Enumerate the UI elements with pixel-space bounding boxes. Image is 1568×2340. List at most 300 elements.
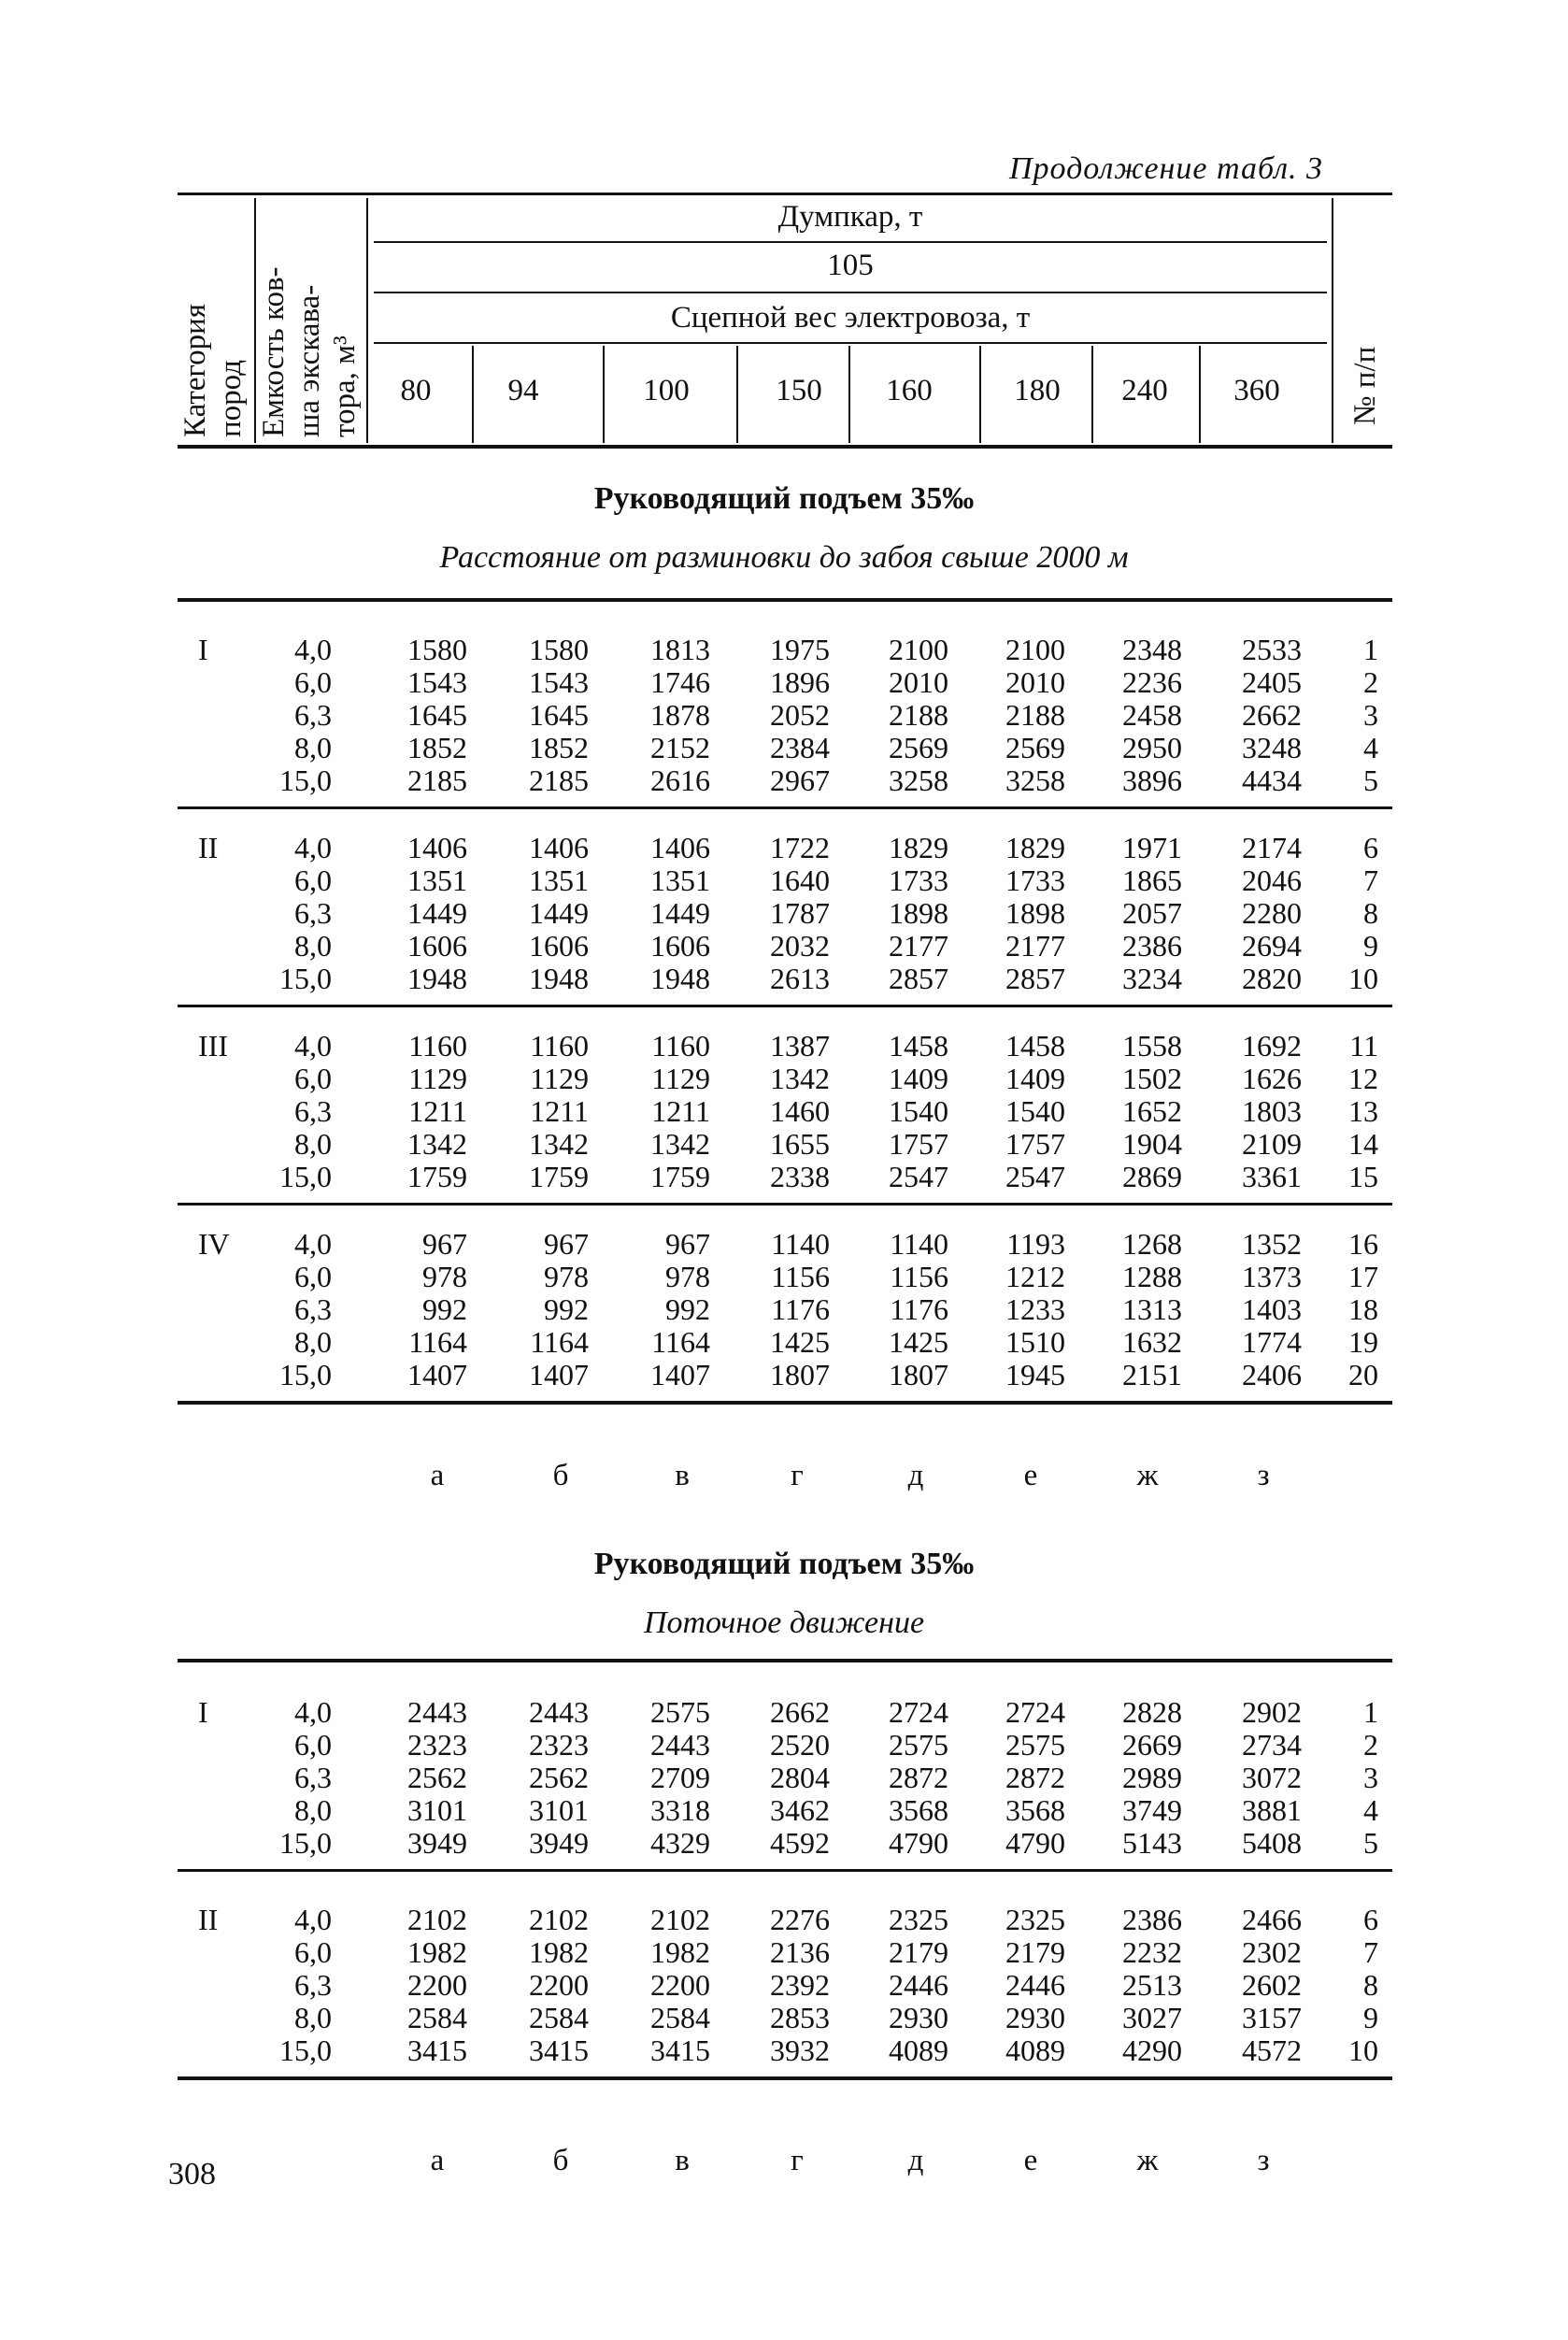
- category-label: II: [198, 1903, 219, 1936]
- table-cell: 1759: [407, 1160, 467, 1193]
- loco-weight-rule: [374, 342, 1327, 344]
- loco-weight-header: Сцепной вес электровоза, т: [670, 301, 1031, 335]
- table-cell: 3881: [1242, 1793, 1302, 1827]
- table-cell: 2989: [1122, 1761, 1182, 1794]
- table-cell: 2569: [1005, 731, 1065, 764]
- col-divider: [603, 346, 605, 443]
- table-cell: 1449: [407, 896, 467, 930]
- column-letter: а: [430, 1459, 445, 1492]
- table-cell: 2348: [1122, 633, 1182, 666]
- col-divider: [736, 346, 738, 443]
- table-cell: 1211: [651, 1094, 710, 1128]
- table-cell: 1645: [529, 698, 589, 732]
- table-cell: 1407: [529, 1358, 589, 1391]
- column-letter: ж: [1136, 1459, 1159, 1492]
- table-cell: 3234: [1122, 962, 1182, 995]
- table-cell: 2010: [1005, 665, 1065, 699]
- table-cell: 1606: [650, 929, 710, 963]
- table-cell: 1313: [1122, 1292, 1182, 1326]
- table-cell: 1193: [1006, 1227, 1065, 1261]
- table-cell: 3101: [407, 1793, 467, 1827]
- table-cell: 1403: [1242, 1292, 1302, 1326]
- category-label: I: [198, 633, 208, 666]
- row-number: 9: [1363, 929, 1378, 963]
- row-number: 15: [1348, 1160, 1378, 1193]
- table-cell: 1852: [407, 731, 467, 764]
- row-number: 18: [1348, 1292, 1378, 1326]
- group-rule: [178, 1005, 1392, 1007]
- table-cell: 1632: [1122, 1325, 1182, 1359]
- table-cell: 1898: [1005, 896, 1065, 930]
- table-cell: 1212: [1005, 1260, 1065, 1293]
- table-cell: 1652: [1122, 1094, 1182, 1128]
- table-cell: 3101: [529, 1793, 589, 1827]
- column-letter: б: [552, 2144, 569, 2177]
- table-cell: 1757: [889, 1127, 948, 1161]
- row-number: 16: [1348, 1227, 1378, 1261]
- row-number: 2: [1363, 1728, 1378, 1762]
- table-cell: 2547: [1005, 1160, 1065, 1193]
- table-cell: 2616: [650, 763, 710, 797]
- col-head-150: 150: [776, 374, 822, 407]
- table-cell: 1787: [770, 896, 830, 930]
- table-cell: 1982: [529, 1935, 589, 1969]
- table-cell: 1211: [530, 1094, 589, 1128]
- table-cell: 4089: [889, 2033, 948, 2067]
- bucket-capacity: 8,0: [294, 1793, 332, 1827]
- col-head-100: 100: [643, 374, 690, 407]
- bucket-capacity: 8,0: [294, 2001, 332, 2034]
- table-cell: 2323: [407, 1728, 467, 1762]
- table-cell: 2734: [1242, 1728, 1302, 1762]
- table-cell: 3568: [1005, 1793, 1065, 1827]
- col-divider: [1199, 346, 1201, 443]
- column-letter: з: [1257, 1459, 1270, 1492]
- table-cell: 1898: [889, 896, 948, 930]
- bucket-capacity: 15,0: [279, 763, 332, 797]
- table-cell: 1342: [529, 1127, 589, 1161]
- table-cell: 1342: [650, 1127, 710, 1161]
- table-cell: 1746: [650, 665, 710, 699]
- table-cell: 2046: [1242, 863, 1302, 897]
- table-cell: 4592: [770, 1826, 830, 1860]
- table-cell: 1502: [1122, 1062, 1182, 1095]
- section2-subtitle: Поточное движение: [643, 1605, 925, 1640]
- bucket-capacity: 6,0: [294, 1728, 332, 1762]
- bucket-capacity: 6,3: [294, 896, 332, 930]
- table-cell: 1982: [650, 1935, 710, 1969]
- column-letter: е: [1023, 1459, 1038, 1492]
- table-cell: 4790: [889, 1826, 948, 1860]
- table-cell: 1774: [1242, 1325, 1302, 1359]
- table-cell: 1540: [889, 1094, 948, 1128]
- bucket-capacity: 6,0: [294, 665, 332, 699]
- table-cell: 1140: [771, 1227, 830, 1261]
- table-cell: 2174: [1242, 831, 1302, 864]
- column-letter: д: [907, 1459, 924, 1492]
- table-cell: 1342: [770, 1062, 830, 1095]
- table-cell: 1268: [1122, 1227, 1182, 1261]
- table-cell: 1645: [407, 698, 467, 732]
- table-cell: 2613: [770, 962, 830, 995]
- header-top-rule: [178, 193, 1392, 195]
- table-cell: 2280: [1242, 896, 1302, 930]
- bucket-capacity: 15,0: [279, 962, 332, 995]
- table-cell: 1878: [650, 698, 710, 732]
- table-cell: 4329: [650, 1826, 710, 1860]
- table-cell: 1982: [407, 1935, 467, 1969]
- table-cell: 2200: [407, 1968, 467, 2002]
- group-rule: [178, 1869, 1392, 1872]
- bucket-capacity: 15,0: [279, 1826, 332, 1860]
- header-divider-3: [1332, 198, 1333, 443]
- group-rule: [178, 2076, 1392, 2080]
- table-cell: 2446: [1005, 1968, 1065, 2002]
- table-cell: 1129: [530, 1062, 589, 1095]
- table-cell: 1759: [529, 1160, 589, 1193]
- table-cell: 2828: [1122, 1695, 1182, 1729]
- row-number: 19: [1348, 1325, 1378, 1359]
- table-cell: 2584: [529, 2001, 589, 2034]
- table-cell: 2302: [1242, 1935, 1302, 1969]
- table-cell: 2724: [1005, 1695, 1065, 1729]
- table-cell: 2100: [1005, 633, 1065, 666]
- section1-subtitle: Расстояние от разминовки до забоя свыше 2000 м: [439, 540, 1129, 575]
- table-cell: 1640: [770, 863, 830, 897]
- table-cell: 2547: [889, 1160, 948, 1193]
- table-cell: 3415: [407, 2033, 467, 2067]
- table-cell: 2930: [1005, 2001, 1065, 2034]
- bucket-capacity: 6,3: [294, 698, 332, 732]
- table-cell: 978: [665, 1260, 710, 1293]
- bucket-capacity: 8,0: [294, 1127, 332, 1161]
- table-cell: 2853: [770, 2001, 830, 2034]
- table-cell: 2562: [529, 1761, 589, 1794]
- table-cell: 3157: [1242, 2001, 1302, 2034]
- column-letter: в: [675, 1459, 690, 1492]
- table-cell: 1176: [890, 1292, 948, 1326]
- column-letter: а: [430, 2144, 445, 2177]
- table-cell: 2694: [1242, 929, 1302, 963]
- table-cell: 2458: [1122, 698, 1182, 732]
- table-cell: 2232: [1122, 1935, 1182, 1969]
- table-cell: 2392: [770, 1968, 830, 2002]
- table-cell: 2446: [889, 1968, 948, 2002]
- continuation-title: Продолжение табл. 3: [1009, 151, 1324, 186]
- table-cell: 1626: [1242, 1062, 1302, 1095]
- row-number: 11: [1349, 1029, 1378, 1063]
- table-cell: 2602: [1242, 1968, 1302, 2002]
- table-cell: 3415: [529, 2033, 589, 2067]
- row-number: 10: [1348, 2033, 1378, 2067]
- row-number: 7: [1363, 863, 1378, 897]
- dumpcar-header: Думпкар, т: [777, 200, 923, 234]
- table-cell: 1733: [889, 863, 948, 897]
- table-cell: 2930: [889, 2001, 948, 2034]
- table-cell: 1606: [529, 929, 589, 963]
- bucket-capacity: 4,0: [294, 1903, 332, 1936]
- table-cell: 2052: [770, 698, 830, 732]
- bucket-capacity: 8,0: [294, 1325, 332, 1359]
- table-cell: 1351: [407, 863, 467, 897]
- dumpcar-value: 105: [827, 249, 874, 282]
- bucket-capacity: 6,0: [294, 1260, 332, 1293]
- table-cell: 1160: [651, 1029, 710, 1063]
- table-cell: 3258: [889, 763, 948, 797]
- row-number: 4: [1363, 731, 1378, 764]
- table-cell: 1803: [1242, 1094, 1302, 1128]
- table-cell: 2584: [407, 2001, 467, 2034]
- table-cell: 3361: [1242, 1160, 1302, 1193]
- table-cell: 1407: [407, 1358, 467, 1391]
- table-cell: 1757: [1005, 1127, 1065, 1161]
- table-cell: 1948: [650, 962, 710, 995]
- table-cell: 2562: [407, 1761, 467, 1794]
- row-number: 9: [1363, 2001, 1378, 2034]
- table-cell: 2057: [1122, 896, 1182, 930]
- row-number-header: № п/п: [1348, 346, 1382, 425]
- rule: [178, 1659, 1392, 1662]
- table-cell: 2466: [1242, 1903, 1302, 1936]
- bucket-capacity: 15,0: [279, 2033, 332, 2067]
- row-number: 14: [1348, 1127, 1378, 1161]
- table-cell: 3318: [650, 1793, 710, 1827]
- table-cell: 2179: [889, 1935, 948, 1969]
- row-number: 17: [1348, 1260, 1378, 1293]
- table-cell: 1449: [529, 896, 589, 930]
- table-cell: 1580: [529, 633, 589, 666]
- table-cell: 1807: [770, 1358, 830, 1391]
- table-cell: 967: [422, 1227, 467, 1261]
- table-cell: 1458: [1005, 1029, 1065, 1063]
- table-cell: 3415: [650, 2033, 710, 2067]
- table-cell: 1692: [1242, 1029, 1302, 1063]
- table-cell: 1233: [1005, 1292, 1065, 1326]
- table-cell: 3949: [529, 1826, 589, 1860]
- table-cell: 2109: [1242, 1127, 1302, 1161]
- table-cell: 1540: [1005, 1094, 1065, 1128]
- table-cell: 2950: [1122, 731, 1182, 764]
- table-cell: 3248: [1242, 731, 1302, 764]
- table-cell: 2185: [529, 763, 589, 797]
- table-cell: 1156: [890, 1260, 948, 1293]
- table-cell: 2857: [1005, 962, 1065, 995]
- column-letter: в: [675, 2144, 690, 2177]
- category-label: III: [198, 1029, 228, 1063]
- table-cell: 992: [422, 1292, 467, 1326]
- table-cell: 1425: [889, 1325, 948, 1359]
- row-number: 3: [1363, 1761, 1378, 1794]
- col-head-360: 360: [1233, 374, 1280, 407]
- table-cell: 1164: [408, 1325, 467, 1359]
- table-cell: 2032: [770, 929, 830, 963]
- col-head-240: 240: [1121, 374, 1168, 407]
- table-cell: 4089: [1005, 2033, 1065, 2067]
- bucket-capacity: 4,0: [294, 633, 332, 666]
- table-cell: 1655: [770, 1127, 830, 1161]
- table-cell: 1351: [650, 863, 710, 897]
- table-cell: 4290: [1122, 2033, 1182, 2067]
- table-cell: 3568: [889, 1793, 948, 1827]
- table-cell: 2520: [770, 1728, 830, 1762]
- bucket-capacity: 6,3: [294, 1968, 332, 2002]
- table-cell: 1373: [1242, 1260, 1302, 1293]
- bucket-capacity: 15,0: [279, 1160, 332, 1193]
- table-cell: 1406: [650, 831, 710, 864]
- table-cell: 2662: [1242, 698, 1302, 732]
- bucket-capacity: 6,3: [294, 1761, 332, 1794]
- table-cell: 1733: [1005, 863, 1065, 897]
- category-label: II: [198, 831, 219, 864]
- row-number: 6: [1363, 831, 1378, 864]
- table-cell: 3896: [1122, 763, 1182, 797]
- table-cell: 2177: [1005, 929, 1065, 963]
- table-cell: 1425: [770, 1325, 830, 1359]
- table-cell: 5143: [1122, 1826, 1182, 1860]
- table-cell: 2200: [529, 1968, 589, 2002]
- column-letter: е: [1023, 2144, 1038, 2177]
- row-number: 1: [1363, 633, 1378, 666]
- category-label: I: [198, 1695, 208, 1729]
- col-head-180: 180: [1014, 374, 1061, 407]
- table-cell: 1829: [889, 831, 948, 864]
- table-cell: 2179: [1005, 1935, 1065, 1969]
- row-number: 13: [1348, 1094, 1378, 1128]
- table-cell: 1342: [407, 1127, 467, 1161]
- bucket-capacity: 4,0: [294, 831, 332, 864]
- table-cell: 1807: [889, 1358, 948, 1391]
- col-divider: [979, 346, 981, 443]
- table-cell: 2872: [1005, 1761, 1065, 1794]
- table-cell: 1129: [651, 1062, 710, 1095]
- table-cell: 3462: [770, 1793, 830, 1827]
- row-number: 2: [1363, 665, 1378, 699]
- row-number: 8: [1363, 896, 1378, 930]
- column-letter: б: [552, 1459, 569, 1492]
- table-cell: 2872: [889, 1761, 948, 1794]
- table-cell: 1176: [771, 1292, 830, 1326]
- table-cell: 1288: [1122, 1260, 1182, 1293]
- table-cell: 2185: [407, 763, 467, 797]
- bucket-capacity: 6,0: [294, 1062, 332, 1095]
- table-cell: 1160: [408, 1029, 467, 1063]
- table-cell: 1580: [407, 633, 467, 666]
- table-cell: 1449: [650, 896, 710, 930]
- table-cell: 1164: [651, 1325, 710, 1359]
- table-cell: 2967: [770, 763, 830, 797]
- table-cell: 1829: [1005, 831, 1065, 864]
- table-cell: 1948: [529, 962, 589, 995]
- column-letter: ж: [1136, 2144, 1159, 2177]
- table-cell: 3749: [1122, 1793, 1182, 1827]
- table-cell: 1558: [1122, 1029, 1182, 1063]
- table-cell: 2569: [889, 731, 948, 764]
- table-cell: 2100: [889, 633, 948, 666]
- table-cell: 1160: [530, 1029, 589, 1063]
- section2-title: Руководящий подъем 35‰: [593, 1547, 975, 1581]
- bucket-capacity: 6,3: [294, 1094, 332, 1128]
- col-head-160: 160: [886, 374, 933, 407]
- row-number: 12: [1348, 1062, 1378, 1095]
- table-cell: 1129: [408, 1062, 467, 1095]
- table-cell: 2325: [1005, 1903, 1065, 1936]
- row-number: 20: [1348, 1358, 1378, 1391]
- table-cell: 1896: [770, 665, 830, 699]
- table-cell: 2323: [529, 1728, 589, 1762]
- col-head-94: 94: [507, 374, 539, 407]
- column-letter: г: [791, 2144, 804, 2177]
- table-cell: 1948: [407, 962, 467, 995]
- table-cell: 2857: [889, 962, 948, 995]
- table-cell: 2384: [770, 731, 830, 764]
- table-cell: 1543: [529, 665, 589, 699]
- table-cell: 2709: [650, 1761, 710, 1794]
- category-header: Категория пород: [178, 304, 248, 437]
- row-number: 7: [1363, 1935, 1378, 1969]
- table-cell: 1406: [407, 831, 467, 864]
- table-cell: 2902: [1242, 1695, 1302, 1729]
- table-cell: 2276: [770, 1903, 830, 1936]
- table-cell: 1865: [1122, 863, 1182, 897]
- row-number: 8: [1363, 1968, 1378, 2002]
- table-cell: 2325: [889, 1903, 948, 1936]
- table-cell: 2724: [889, 1695, 948, 1729]
- table-cell: 2533: [1242, 633, 1302, 666]
- bucket-capacity: 8,0: [294, 929, 332, 963]
- table-cell: 2575: [889, 1728, 948, 1762]
- table-cell: 3932: [770, 2033, 830, 2067]
- table-cell: 1140: [890, 1227, 948, 1261]
- table-cell: 2513: [1122, 1968, 1182, 2002]
- bucket-capacity: 8,0: [294, 731, 332, 764]
- table-cell: 2188: [889, 698, 948, 732]
- row-number: 6: [1363, 1903, 1378, 1936]
- table-cell: 2662: [770, 1695, 830, 1729]
- table-cell: 1510: [1005, 1325, 1065, 1359]
- group-rule: [178, 1401, 1392, 1405]
- group-rule: [178, 806, 1392, 809]
- table-cell: 992: [544, 1292, 589, 1326]
- table-cell: 2200: [650, 1968, 710, 2002]
- table-cell: 2102: [650, 1903, 710, 1936]
- table-cell: 2820: [1242, 962, 1302, 995]
- bucket-capacity: 6,0: [294, 863, 332, 897]
- table-cell: 5408: [1242, 1826, 1302, 1860]
- bucket-capacity-header: Емкость ков- ша экскава- тора, м³: [257, 266, 362, 437]
- table-cell: 978: [544, 1260, 589, 1293]
- table-cell: 1164: [530, 1325, 589, 1359]
- table-cell: 1759: [650, 1160, 710, 1193]
- table-cell: 1406: [529, 831, 589, 864]
- table-cell: 3258: [1005, 763, 1065, 797]
- table-cell: 4434: [1242, 763, 1302, 797]
- table-cell: 967: [544, 1227, 589, 1261]
- table-cell: 2406: [1242, 1358, 1302, 1391]
- table-cell: 2338: [770, 1160, 830, 1193]
- dumpcar-value-rule: [374, 292, 1327, 293]
- table-cell: 2151: [1122, 1358, 1182, 1391]
- section1-title: Руководящий подъем 35‰: [593, 481, 975, 516]
- table-cell: 2177: [889, 929, 948, 963]
- table-cell: 1852: [529, 731, 589, 764]
- column-letter: г: [791, 1459, 804, 1492]
- table-cell: 2386: [1122, 1903, 1182, 1936]
- table-cell: 2405: [1242, 665, 1302, 699]
- table-cell: 2010: [889, 665, 948, 699]
- dumpcar-rule: [374, 241, 1327, 243]
- table-cell: 2236: [1122, 665, 1182, 699]
- table-cell: 2869: [1122, 1160, 1182, 1193]
